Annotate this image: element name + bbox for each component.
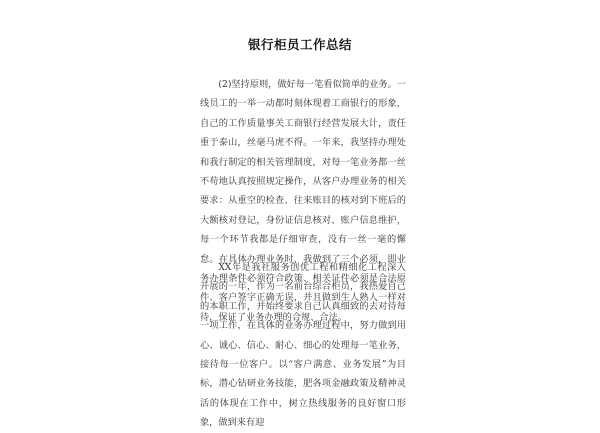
document-title: 银行柜员工作总结 [247, 37, 352, 52]
paragraph: XX年是我社服务创优工程和精细化工程深入开展的一年，作为一名前台综合柜员，我热爱自己的本职工作，并始终要求自己认真细致的去对待每一项工作，在具体的业务办理过程中，努力做到用心、诚心、信心、耐心、细心的处理每一笔业务，接待每一位客户。以“客户满意、业务发展”为目标，潜心钻研业务技能，肥各项金融政策及精神灵活的体现在工作中，树立热线服务的良好窗口形象，做到来有迎 [200, 262, 406, 429]
paragraph: (2)坚持原则，做好每一笔看似简单的业务。一线员工的一举一动都时刻体现着工商银行的形象，自己的工作质量事关工商银行经营发展大计，责任重于泰山，丝毫马虎不得。一年来，我坚持办理处和我行制定的相关管理制度，对每一笔业务都一丝不苟地认真按照规定操作，从客户办理业务的相关要求：从重空的检查、往来账目的核对到下班后的大额核对登记，身份证信息核对、账户信息维护，每一个环节我都是仔细审查，没有一丝一毫的懈怠。在具体办理业务时，我做到了三个必须，即业务办理条件必须符合政策、相关证件必须是合法原件、客户签字正确无误，并且做到生人熟人一样对待，保证了业务办理的合规、合法。 [200, 79, 406, 323]
